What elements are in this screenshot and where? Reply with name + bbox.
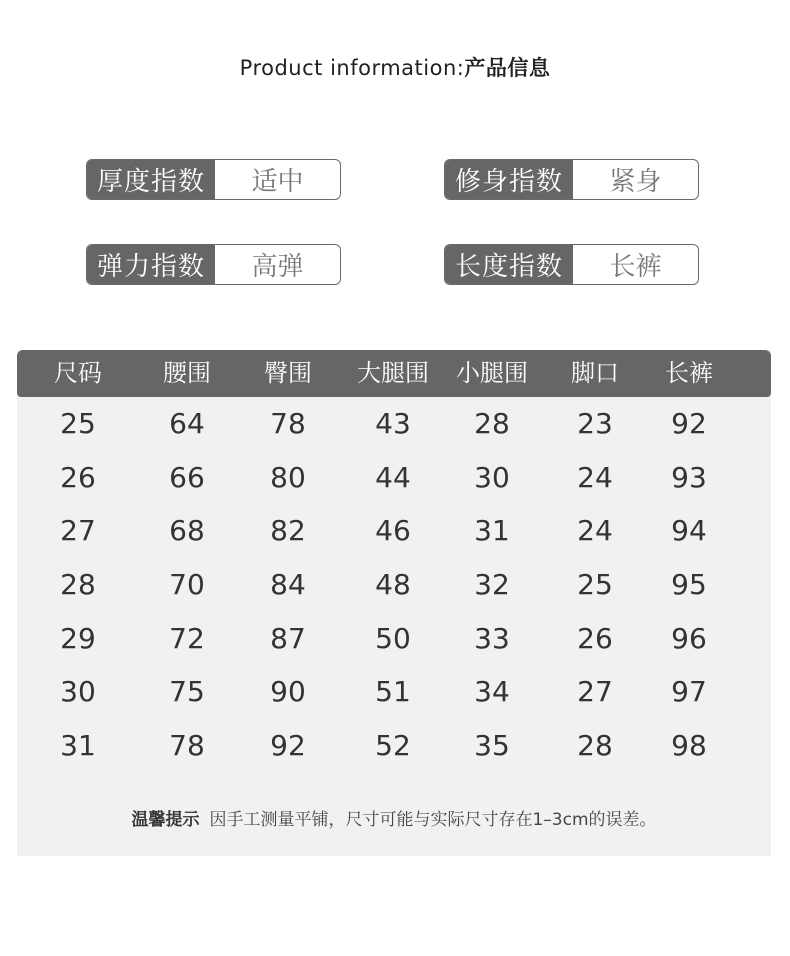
attr-length-key: 长度指数 bbox=[445, 245, 573, 284]
attr-thickness-value: 适中 bbox=[251, 167, 304, 197]
table-cell: 24 bbox=[577, 461, 613, 494]
table-cell: 28 bbox=[577, 729, 613, 762]
table-cell: 92 bbox=[671, 407, 707, 440]
header-waist: 腰围 bbox=[163, 359, 211, 387]
table-cell: 68 bbox=[169, 514, 205, 547]
table-cell: 90 bbox=[270, 675, 306, 708]
table-cell: 87 bbox=[270, 622, 306, 655]
table-cell: 92 bbox=[270, 729, 306, 762]
attr-fit-key: 修身指数 bbox=[445, 160, 573, 199]
attr-thickness bbox=[86, 159, 341, 200]
table-cell: 64 bbox=[169, 407, 205, 440]
title-en: Product information: bbox=[239, 56, 465, 80]
table-cell: 51 bbox=[375, 675, 411, 708]
table-cell: 30 bbox=[60, 675, 96, 708]
attr-length-value: 长裤 bbox=[609, 252, 662, 282]
table-cell: 52 bbox=[375, 729, 411, 762]
table-cell: 75 bbox=[169, 675, 205, 708]
measurement-note bbox=[17, 805, 771, 830]
table-cell: 84 bbox=[270, 568, 306, 601]
table-row bbox=[17, 451, 771, 505]
attr-elasticity-value: 高弹 bbox=[251, 252, 304, 282]
table-cell: 28 bbox=[474, 407, 510, 440]
size-table bbox=[17, 350, 771, 856]
table-cell: 98 bbox=[671, 729, 707, 762]
table-cell: 35 bbox=[474, 729, 510, 762]
table-cell: 28 bbox=[60, 568, 96, 601]
table-row bbox=[17, 612, 771, 666]
table-cell: 78 bbox=[169, 729, 205, 762]
table-cell: 23 bbox=[577, 407, 613, 440]
header-leg-opening: 脚口 bbox=[571, 359, 619, 387]
table-cell: 29 bbox=[60, 622, 96, 655]
table-cell: 96 bbox=[671, 622, 707, 655]
header-hip: 臀围 bbox=[264, 359, 312, 387]
table-cell: 30 bbox=[474, 461, 510, 494]
table-cell: 27 bbox=[577, 675, 613, 708]
table-cell: 31 bbox=[60, 729, 96, 762]
size-table-header bbox=[17, 350, 771, 397]
note-label: 温馨提示 bbox=[131, 810, 200, 830]
table-row bbox=[17, 504, 771, 558]
header-size: 尺码 bbox=[54, 359, 102, 387]
table-cell: 97 bbox=[671, 675, 707, 708]
table-cell: 44 bbox=[375, 461, 411, 494]
table-cell: 33 bbox=[474, 622, 510, 655]
table-row bbox=[17, 558, 771, 612]
table-cell: 70 bbox=[169, 568, 205, 601]
table-cell: 24 bbox=[577, 514, 613, 547]
header-length: 长裤 bbox=[665, 359, 713, 387]
table-cell: 32 bbox=[474, 568, 510, 601]
attr-fit bbox=[444, 159, 699, 200]
note-text: 因手工测量平铺，尺寸可能与实际尺寸存在1–3cm的误差。 bbox=[209, 810, 657, 830]
table-cell: 50 bbox=[375, 622, 411, 655]
table-cell: 27 bbox=[60, 514, 96, 547]
table-cell: 82 bbox=[270, 514, 306, 547]
table-cell: 72 bbox=[169, 622, 205, 655]
attr-elasticity-key: 弹力指数 bbox=[87, 245, 215, 284]
header-thigh: 大腿围 bbox=[357, 359, 429, 387]
attr-fit-value: 紧身 bbox=[609, 167, 662, 197]
attr-length bbox=[444, 244, 699, 285]
table-cell: 48 bbox=[375, 568, 411, 601]
table-cell: 34 bbox=[474, 675, 510, 708]
table-cell: 31 bbox=[474, 514, 510, 547]
table-row bbox=[17, 719, 771, 773]
table-cell: 26 bbox=[577, 622, 613, 655]
table-cell: 25 bbox=[577, 568, 613, 601]
page-title bbox=[0, 52, 790, 82]
title-cn: 产品信息 bbox=[464, 56, 551, 80]
attr-elasticity bbox=[86, 244, 341, 285]
attr-thickness-key: 厚度指数 bbox=[87, 160, 215, 199]
table-cell: 94 bbox=[671, 514, 707, 547]
table-cell: 26 bbox=[60, 461, 96, 494]
table-cell: 80 bbox=[270, 461, 306, 494]
table-cell: 93 bbox=[671, 461, 707, 494]
table-cell: 46 bbox=[375, 514, 411, 547]
table-row bbox=[17, 665, 771, 719]
table-cell: 25 bbox=[60, 407, 96, 440]
table-cell: 66 bbox=[169, 461, 205, 494]
table-cell: 43 bbox=[375, 407, 411, 440]
table-cell: 78 bbox=[270, 407, 306, 440]
table-row bbox=[17, 397, 771, 451]
header-calf: 小腿围 bbox=[456, 359, 528, 387]
table-cell: 95 bbox=[671, 568, 707, 601]
